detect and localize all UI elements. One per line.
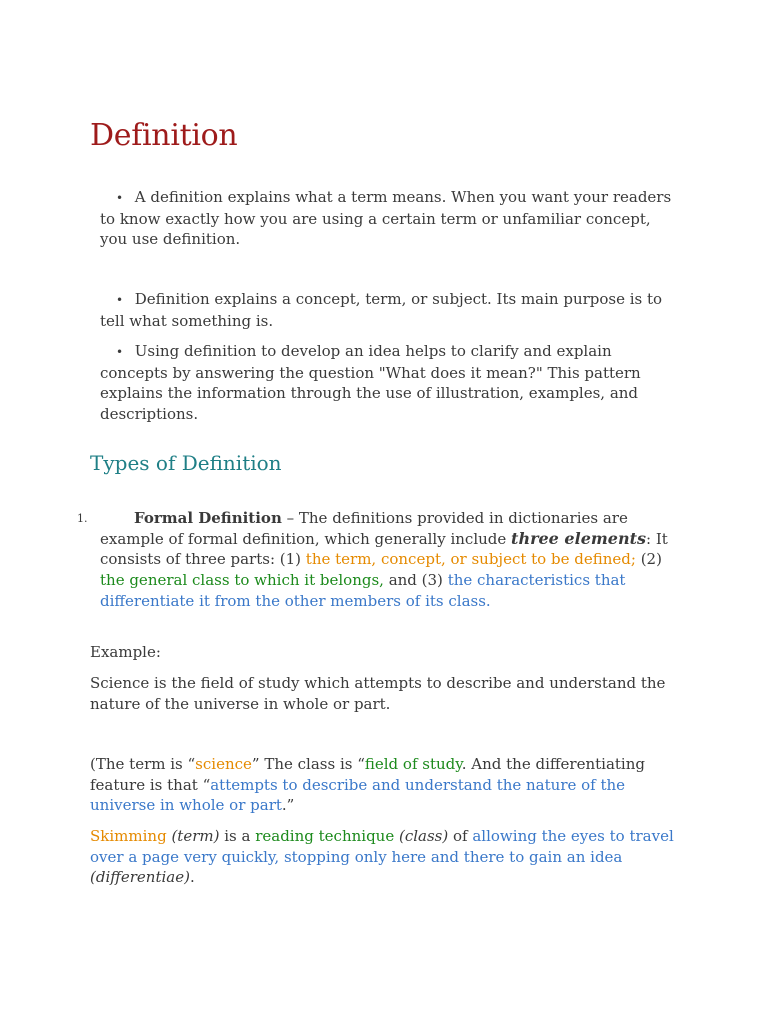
bullet-marker: • bbox=[116, 191, 124, 205]
bullet-marker: • bbox=[116, 293, 124, 307]
bullet-item bbox=[100, 289, 680, 331]
bullet-text: Using definition to develop an idea helps to clarify and explain concepts by answering the question "What does it mean?" This pattern explains the information through the use of illustration, examples, and descriptions. bbox=[100, 342, 641, 424]
bullet-item bbox=[100, 187, 680, 250]
three-elements-emphasis: three elements bbox=[511, 528, 647, 548]
term-word: science bbox=[195, 755, 252, 773]
example-label: Example: bbox=[90, 643, 161, 661]
list-number: 1. bbox=[77, 512, 88, 525]
skimming-example: Skimming (term) is a reading technique (class) of allowing the eyes to travel over a page very quickly, stopping only here and there to gain an idea (differentiae). bbox=[90, 827, 674, 887]
types-heading: Types of Definition bbox=[90, 451, 282, 475]
class-tag: (class) bbox=[398, 827, 449, 845]
term-part: the term, concept, or subject to be defined; bbox=[305, 550, 636, 569]
skimming-differentiae: allowing the eyes to travel over a page very quickly, stopping only here and there to gain an idea bbox=[90, 827, 674, 866]
formal-definition-paragraph: Formal Definition – The definitions provided in dictionaries are example of formal definition, which generally include three elements: It consists of three parts: (1) the term, concept, or subject to be defined; (2) the general class to which it belongs, and (3) the characteristics that differentiate it from the other members of its class. bbox=[100, 509, 668, 610]
differentiae-tag: (differentiae) bbox=[90, 868, 190, 887]
term-explanation: (The term is “science” The class is “field of study. And the differentiating feature is that “attempts to describe and understand the nature of the universe in whole or part.” bbox=[90, 755, 645, 815]
bullet-text: Definition explains a concept, term, or subject. Its main purpose is to tell what something is. bbox=[100, 290, 663, 330]
bullet-item bbox=[100, 341, 680, 425]
formal-definition-heading: Formal Definition bbox=[134, 509, 282, 527]
term-tag: (term) bbox=[171, 827, 220, 845]
page-title: Definition bbox=[90, 118, 238, 153]
science-example: Science is the field of study which attempts to describe and understand the nature of the universe in whole or part. bbox=[90, 674, 666, 713]
class-part: the general class to which it belongs, bbox=[100, 571, 384, 590]
bullet-text: A definition explains what a term means. When you want your readers to know exactly how you are using a certain term or unfamiliar concept, you use definition. bbox=[100, 188, 672, 249]
differentiae-part: the characteristics that differentiate it from the other members of its class. bbox=[100, 571, 626, 610]
bullet-marker: • bbox=[116, 345, 124, 359]
differentiae-words: attempts to describe and understand the nature of the universe in whole or part bbox=[90, 775, 626, 815]
skimming-class: reading technique bbox=[255, 827, 395, 845]
skimming-term: Skimming bbox=[90, 827, 167, 845]
class-word: field of study bbox=[364, 755, 462, 773]
